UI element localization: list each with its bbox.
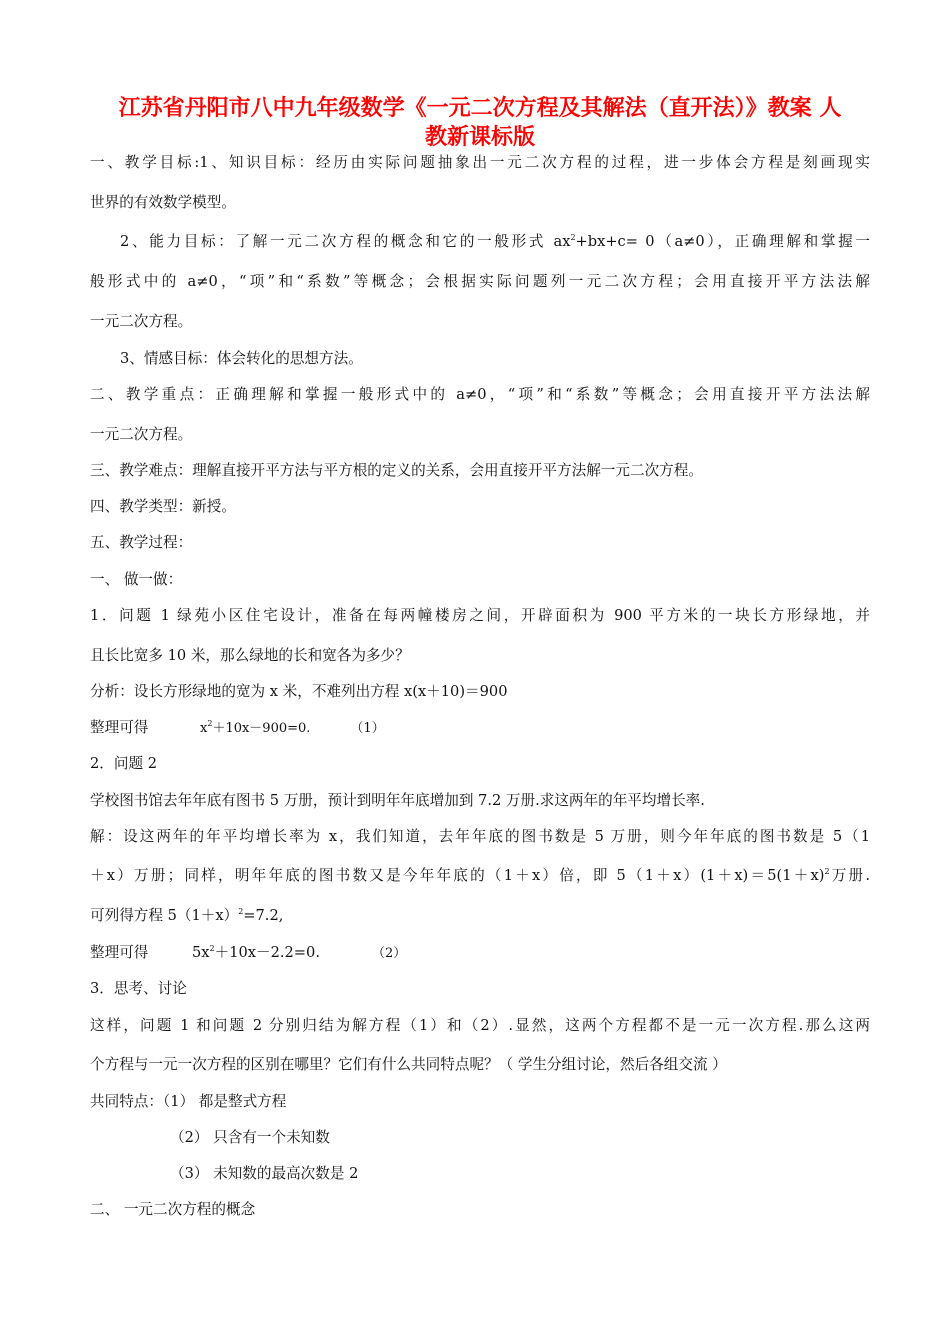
question-1-analysis: 分析：设长方形绿地的宽为 x 米，不难列出方程 x(x＋10)＝900 xyxy=(90,683,508,700)
title-line-1: 江苏省丹阳市八中九年级数学《一元二次方程及其解法（直开法）》教案 人 xyxy=(118,96,842,121)
solution-line-1: 解：设这两年的年平均增长率为 x，我们知道，去年年底的图书数是 5 万册，则今年年底的图书数是 5（1 xyxy=(90,828,870,845)
equation-2-setup: 可列得方程 $5(1+x)^2=7.2$, xyxy=(90,907,284,924)
key-points: 二、教学重点：正确理解和掌握一般形式中的 a≠0，“项”和“系数”等概念；会用直接开平方法法解 xyxy=(90,386,870,403)
objectives-knowledge: 一、教学目标:1、知识目标：经历由实际问题抽象出一元二次方程的过程，进一步体会方程是刻画现实 xyxy=(90,154,870,171)
common-feature-1: 共同特点：（1） 都是整式方程 xyxy=(90,1093,287,1110)
equation-1: 整理可得 $x^2+10x-900=0$. （1） xyxy=(90,719,385,736)
equation-2: 整理可得 $5x^2+10x-2.2=0$. （2） xyxy=(90,944,407,961)
objectives-ability-cont: 般形式中的 a≠0，“项”和“系数”等概念；会根据实际问题列一元二次方程；会用直接开平方法法解 xyxy=(90,273,870,290)
difficulty: 三、教学难点：理解直接开平方法与平方根的定义的关系，会用直接开平方法解一元二次方程。 xyxy=(90,462,703,479)
common-feature-2: （2） 只含有一个未知数 xyxy=(170,1129,330,1146)
question-3-heading: 3．思考、讨论 xyxy=(90,980,187,997)
lesson-type: 四、教学类型：新授。 xyxy=(90,498,236,515)
process-heading: 五、教学过程： xyxy=(90,534,193,551)
objectives-knowledge-cont: 世界的有效数学模型。 xyxy=(90,194,236,211)
question-1-cont: 且长比宽多 10 米，那么绿地的长和宽各为多少？ xyxy=(90,647,410,664)
common-feature-3: （3） 未知数的最高次数是 2 xyxy=(170,1165,359,1182)
part2-heading: 二、 一元二次方程的概念 xyxy=(90,1201,256,1218)
solution-line-2: ＋x）万册；同样，明年年底的图书数又是今年年底的（1＋x）倍，即 $5(1+x)(1+x)=5(1+x)^2$万册. xyxy=(90,867,870,884)
objectives-emotion: 3、情感目标：体会转化的思想方法。 xyxy=(120,350,363,367)
question-1: 1．问题 1 绿苑小区住宅设计，准备在每两幢楼房之间，开辟面积为 900 平方米的一块长方形绿地，并 xyxy=(90,607,870,624)
title-line-2: 教新课标版 xyxy=(424,125,535,150)
objectives-ability: 2、能力目标：了解一元二次方程的概念和它的一般形式 $ax^2+bx+c= 0(a\ne 0)$，正确理解和掌握一 xyxy=(120,233,870,250)
question-2-heading: 2．问题 2 xyxy=(90,755,157,772)
discussion-line-1: 这样，问题 1 和问题 2 分别归结为解方程（1）和（2）.显然，这两个方程都不是一元一次方程.那么这两 xyxy=(90,1017,870,1034)
question-2: 学校图书馆去年年底有图书 5 万册，预计到明年年底增加到 7.2 万册.求这两年的年平均增长率. xyxy=(90,792,705,809)
key-points-cont: 一元二次方程。 xyxy=(90,426,193,443)
objectives-ability-end: 一元二次方程。 xyxy=(90,313,193,330)
part1-heading: 一、 做一做： xyxy=(90,571,183,588)
discussion-line-2: 个方程与一元一次方程的区别在哪里？它们有什么共同特点呢？（ 学生分组讨论，然后各组交流 ） xyxy=(90,1056,727,1073)
document-title xyxy=(90,94,870,152)
